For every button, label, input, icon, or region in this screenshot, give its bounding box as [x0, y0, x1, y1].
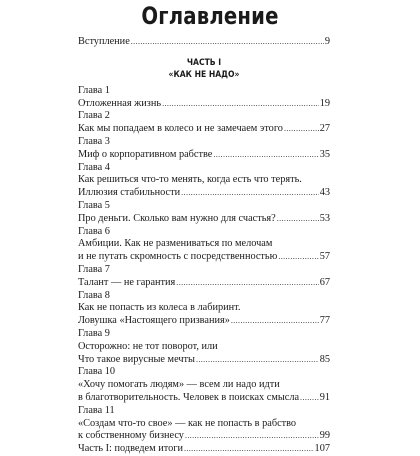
chapter-label: Глава 7: [78, 263, 110, 275]
page-number: 91: [319, 391, 330, 403]
page-number: 107: [314, 443, 330, 455]
dot-leader: [213, 149, 318, 162]
chapter-title-line: Осторожно: не тот поворот, или: [78, 340, 218, 352]
toc-chapter[interactable]: [78, 162, 330, 200]
dot-leader: [277, 213, 319, 226]
dot-leader: [284, 123, 319, 136]
chapter-title-line: и не путать скромность с посредственностью: [78, 251, 278, 263]
part-subtitle: «КАК НЕ НАДО»: [168, 69, 240, 80]
chapter-title-line: Про деньги. Сколько вам нужно для счастья?: [78, 212, 276, 224]
toc-chapter[interactable]: [78, 328, 330, 366]
page-number: 9: [324, 36, 330, 47]
toc-chapter[interactable]: [78, 290, 330, 328]
chapter-title-line: Как решиться что-то менять, когда есть что терять.: [78, 174, 302, 186]
toc-entry-intro[interactable]: [78, 36, 330, 49]
toc-chapter[interactable]: [78, 405, 330, 443]
toc-entry-summary[interactable]: [78, 443, 330, 456]
page-number: 67: [319, 276, 330, 288]
dot-leader: [181, 187, 319, 200]
page-number: 35: [319, 148, 330, 160]
dot-leader: [131, 36, 324, 49]
toc-chapter[interactable]: [78, 136, 330, 162]
chapter-label: Глава 4: [78, 161, 110, 173]
dot-leader: [162, 98, 319, 111]
toc-entry-text: Вступление: [78, 36, 130, 47]
part-label: ЧАСТЬ I: [186, 57, 222, 68]
dot-leader: [176, 277, 318, 290]
page-title: Оглавление: [141, 2, 279, 30]
chapter-title-line: к собственному бизнесу: [78, 430, 184, 442]
page-number: 27: [319, 123, 330, 135]
chapter-title-line: Иллюзия стабильности: [78, 187, 181, 199]
dot-leader: [231, 315, 319, 328]
chapter-label: Глава 5: [78, 199, 110, 211]
toc-chapter[interactable]: [78, 85, 330, 111]
chapter-title-line: Миф о корпоративном рабстве: [78, 148, 213, 160]
dot-leader: [278, 251, 318, 264]
dot-leader: [196, 354, 319, 367]
chapter-label: Глава 8: [78, 289, 110, 301]
dot-leader: [300, 392, 319, 405]
chapter-title-line: Как мы попадаем в колесо и не замечаем этого: [78, 123, 283, 135]
chapter-title-line: Амбиции. Как не размениваться по мелочам: [78, 238, 273, 250]
toc-chapter[interactable]: [78, 110, 330, 136]
chapter-title-line: «Создам что-то свое» — как не попасть в рабство: [78, 417, 297, 429]
toc-entry-text: Часть I: подведем итоги: [78, 443, 183, 455]
page-number: 85: [319, 353, 330, 365]
chapter-label: Глава 9: [78, 327, 110, 339]
dot-leader: [184, 443, 314, 456]
chapter-label: Глава 2: [78, 110, 110, 122]
chapter-title-line: Талант — не гарантия: [78, 276, 176, 288]
toc-chapter[interactable]: [78, 264, 330, 290]
table-of-contents: [78, 36, 330, 456]
page-number: 77: [319, 315, 330, 327]
chapter-title-line: в благотворительность. Человек в поисках смысла: [78, 391, 300, 403]
chapter-title-line: Отложенная жизнь: [78, 97, 162, 109]
chapter-title-line: Как не попасть из колеса в лабиринт.: [78, 302, 241, 314]
toc-chapter[interactable]: [78, 200, 330, 226]
page-number: 99: [319, 430, 330, 442]
chapter-title-line: Что такое вирусные мечты: [78, 353, 195, 365]
chapter-label: Глава 10: [78, 366, 116, 378]
chapter-list: [78, 85, 330, 443]
chapter-title-line: Ловушка «Настоящего призвания»: [78, 315, 230, 327]
toc-chapter[interactable]: [78, 226, 330, 264]
toc-chapter[interactable]: [78, 366, 330, 404]
chapter-label: Глава 3: [78, 135, 110, 147]
chapter-label: Глава 11: [78, 404, 115, 416]
page-number: 57: [319, 251, 330, 263]
chapter-label: Глава 1: [78, 84, 110, 96]
chapter-title-line: «Хочу помогать людям» — всем ли надо идти: [78, 379, 280, 391]
chapter-label: Глава 6: [78, 225, 110, 237]
page-number: 43: [319, 187, 330, 199]
page-number: 19: [319, 97, 330, 109]
page-number: 53: [319, 212, 330, 224]
dot-leader: [185, 430, 319, 443]
